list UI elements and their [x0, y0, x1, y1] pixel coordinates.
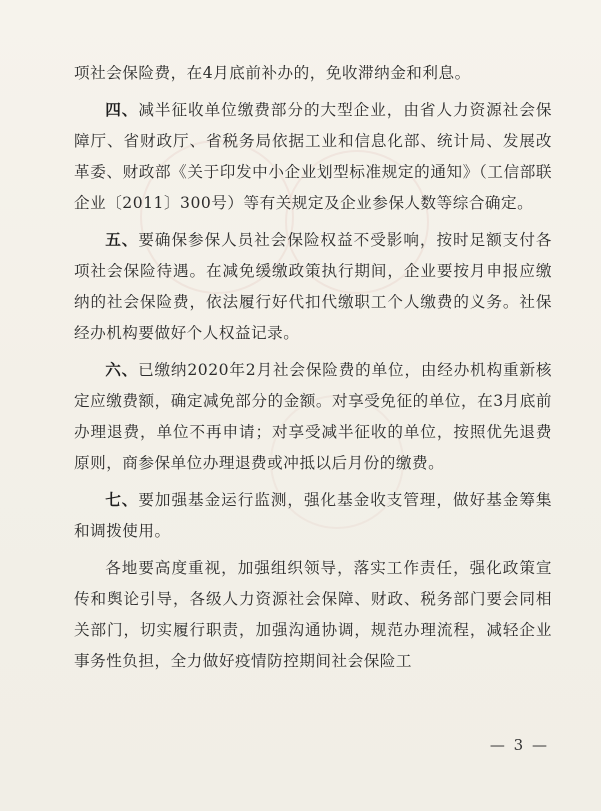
paragraph-heading: 四、	[105, 101, 139, 119]
paragraph-heading: 五、	[105, 231, 139, 249]
paragraph-closing	[74, 553, 552, 677]
paragraph-item-4	[74, 95, 552, 219]
paragraph-item-5	[74, 225, 552, 349]
paragraph-item-7	[74, 485, 552, 547]
paragraph-item-6	[74, 355, 552, 479]
paragraph-continuation	[74, 58, 552, 89]
page-number: — 3 —	[489, 736, 549, 754]
paragraph-text: 要确保参保人员社会保险权益不受影响，按时足额支付各项社会保险待遇。在减免缓缴政策执行期间，企业要按月申报应缴纳的社会保险费，依法履行好代扣代缴职工个人缴费的义务。社保经办机构要做好个人权益记录。	[74, 231, 552, 342]
paragraph-text: 项社会保险费，在4月底前补办的，免收滞纳金和利息。	[74, 64, 471, 82]
paragraph-heading: 七、	[105, 491, 139, 509]
paragraph-text: 要加强基金运行监测，强化基金收支管理，做好基金筹集和调拨使用。	[74, 491, 552, 540]
document-body	[74, 58, 552, 683]
paragraph-text: 减半征收单位缴费部分的大型企业，由省人力资源社会保障厅、省财政厅、省税务局依据工业和信息化部、统计局、发展改革委、财政部《关于印发中小企业划型标准规定的通知》（工信部联企业〔2011〕300号）等有关规定及企业参保人数等综合确定。	[74, 101, 552, 212]
paragraph-heading: 六、	[105, 361, 139, 379]
paragraph-text: 已缴纳2020年2月社会保险费的单位，由经办机构重新核定应缴费额，确定减免部分的金额。对享受免征的单位，在3月底前办理退费，单位不再申请；对享受减半征收的单位，按照优先退费原则，商参保单位办理退费或冲抵以后月份的缴费。	[74, 361, 552, 472]
paragraph-text: 各地要高度重视，加强组织领导，落实工作责任，强化政策宣传和舆论引导，各级人力资源社会保障、财政、税务部门要会同相关部门，切实履行职责，加强沟通协调，规范办理流程，减轻企业事务性负担，全力做好疫情防控期间社会保险工	[74, 559, 552, 670]
